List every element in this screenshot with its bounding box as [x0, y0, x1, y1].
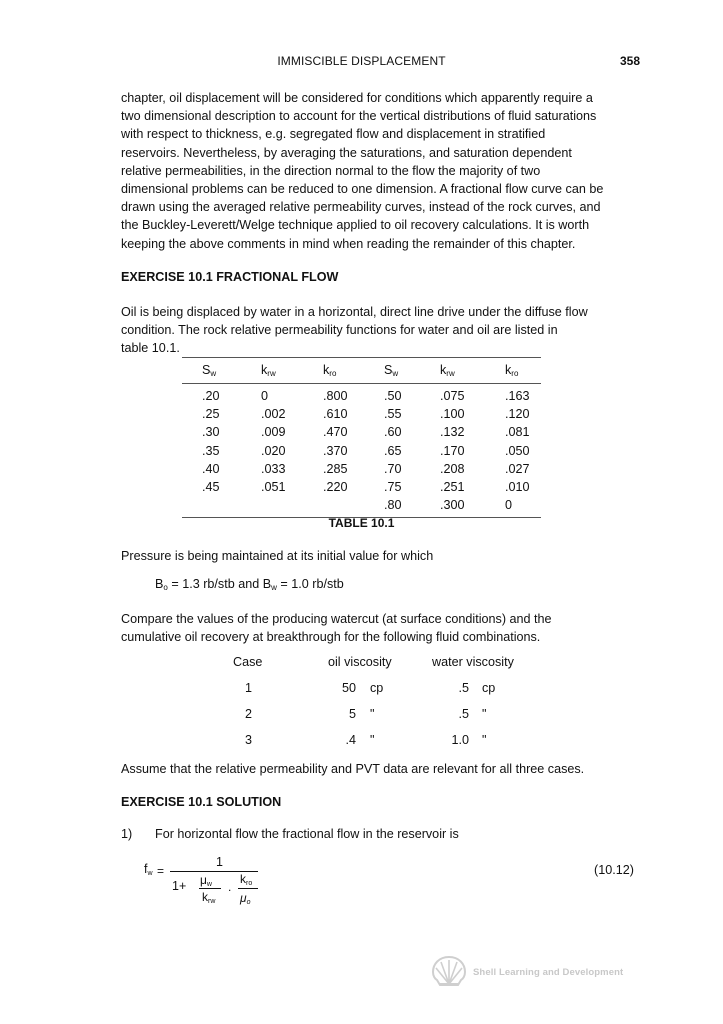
table-cell: .050: [505, 443, 530, 458]
text-line: Oil is being displaced by water in a horizontal, direct line drive under the diffuse flow: [121, 305, 588, 319]
table-cell: .370: [323, 443, 348, 458]
water-viscosity: 1.0: [451, 733, 469, 747]
assume-text: Assume that the relative permeability and PVT data are relevant for all three cases.: [121, 762, 585, 776]
step-number: 1): [121, 827, 133, 841]
text-line: reservoirs. Nevertheless, by averaging the saturations, and saturation dependent: [121, 145, 572, 160]
text-line: with respect to thickness, e.g. segregated flow and displacement in stratified: [121, 127, 546, 142]
exercise-paragraph: [121, 303, 643, 358]
header-krw: $k_{rw}$: [261, 363, 276, 378]
table-header-row: [182, 358, 541, 380]
eq-dot: .: [228, 880, 232, 894]
water-viscosity: .5: [458, 707, 469, 721]
solution-heading: EXERCISE 10.1 SOLUTION: [121, 795, 282, 809]
water-viscosity-unit: ": [482, 707, 487, 721]
step-text: For horizontal flow the fractional flow in the reservoir is: [155, 827, 459, 841]
text-line: the Buckley-Leverett/Welge technique applied to oil recovery calculations. It is worth: [121, 218, 590, 233]
case-number: 1: [245, 681, 253, 695]
table-row: [182, 423, 541, 441]
table-cell: .081: [505, 425, 530, 440]
page-number: 358: [619, 54, 640, 68]
case-number: 2: [245, 707, 253, 721]
text-line: keeping the above comments in mind when reading the remainder of this chapter.: [121, 236, 576, 251]
table-cell: .002: [261, 407, 286, 422]
footer-brand-text: Shell Learning and Development: [473, 967, 624, 978]
table-row: [182, 442, 541, 460]
header-krw: $k_{rw}$: [440, 363, 455, 378]
table-row: [182, 387, 541, 405]
cases-header-water: water viscosity: [432, 655, 514, 669]
running-header-title: IMMISCIBLE DISPLACEMENT: [277, 54, 446, 68]
oil-viscosity-unit: cp: [370, 681, 384, 695]
compare-paragraph: [121, 610, 643, 646]
water-viscosity-unit: cp: [482, 681, 496, 695]
water-viscosity-unit: ": [482, 733, 487, 747]
table-row: [182, 460, 541, 478]
case-number: 3: [245, 733, 253, 747]
table-cell: [302, 496, 362, 514]
table-cell: .208: [440, 461, 465, 476]
table-cell: .220: [323, 479, 348, 494]
table-cell: .55: [384, 407, 402, 422]
shell-logo-icon: [431, 955, 467, 987]
table-cell: .35: [202, 443, 220, 458]
table-caption: TABLE 10.1: [328, 516, 395, 530]
text-line: drawn using the averaged relative permeability curves, instead of the rock curves, and: [121, 200, 601, 215]
table-cell: .470: [323, 425, 348, 440]
table-row: [182, 496, 541, 514]
intro-paragraph: [121, 89, 643, 253]
table-cell: .075: [440, 389, 465, 403]
cases-header-case: Case: [233, 655, 263, 669]
table-cell: .60: [384, 425, 402, 440]
table-cell: [242, 496, 302, 514]
table-cell: .20: [202, 389, 220, 403]
exercise-heading: EXERCISE 10.1 FRACTIONAL FLOW: [121, 270, 339, 284]
table-cell: [182, 496, 242, 514]
cases-header-oil: oil viscosity: [328, 655, 392, 669]
table-cell: .80: [384, 498, 402, 513]
table-cell: .251: [440, 479, 465, 494]
table-cell: .610: [323, 407, 348, 422]
header-sw: $S_w$: [384, 363, 399, 378]
table-cell: .132: [440, 425, 465, 440]
oil-viscosity: 50: [341, 681, 356, 695]
table-cell: .285: [323, 461, 348, 476]
eq-mu-w: $\mu_w$: [200, 873, 212, 888]
pressure-text: Pressure is being maintained at its initial value for which: [121, 549, 434, 563]
table-cell: .300: [440, 498, 465, 513]
eq-k-rw: $k_{rw}$: [202, 890, 216, 905]
eq-left-fraction-bar: [199, 888, 221, 889]
text-line: table 10.1.: [121, 341, 180, 356]
text-line: cumulative oil recovery at breakthrough for the following fluid combinations.: [121, 630, 541, 645]
text-line: two dimensional description to account for the vertical distributions of fluid saturations: [121, 109, 597, 124]
table-cell: .25: [202, 407, 220, 422]
fvf-values: $B_o = 1.3$ rb/stb and $B_w = 1.0$ rb/stb: [155, 577, 344, 592]
oil-viscosity-unit: ": [370, 707, 375, 721]
text-line: chapter, oil displacement will be considered for conditions which apparently require a: [121, 91, 593, 105]
text-line: dimensional problems can be reduced to one dimension. A fractional flow curve can be: [121, 182, 604, 197]
table-cell: .163: [505, 389, 530, 403]
table-cell: .65: [384, 443, 402, 458]
header-kro: $k_{ro}$: [505, 363, 519, 378]
eq-k-ro: $k_{ro}$: [240, 872, 253, 887]
eq-equals: =: [157, 864, 165, 878]
table-cell: .051: [261, 479, 286, 494]
table-cell: .027: [505, 461, 530, 476]
table-cell: 0: [505, 498, 513, 513]
table-cell: .30: [202, 425, 220, 440]
oil-viscosity: .4: [345, 733, 356, 747]
table-cell: .40: [202, 461, 220, 476]
eq-numerator: 1: [216, 855, 223, 869]
eq-right-fraction-bar: [238, 888, 258, 889]
table-cell: .010: [505, 479, 530, 494]
table-cell: .009: [261, 425, 286, 440]
table-row: [182, 405, 541, 423]
table-cell: .75: [384, 479, 402, 494]
eq-lhs: $f_w$: [144, 862, 153, 877]
table-cell: .020: [261, 443, 286, 458]
eq-mu-o: $\mu_o$: [240, 891, 251, 906]
table-cell: .50: [384, 389, 402, 403]
header-sw: $S_w$: [202, 363, 217, 378]
table-row: [182, 478, 541, 496]
oil-viscosity-unit: ": [370, 733, 375, 747]
equation-number: (10.12): [594, 863, 634, 877]
water-viscosity: .5: [458, 681, 469, 695]
oil-viscosity: 5: [348, 707, 356, 721]
table-cell: .170: [440, 443, 465, 458]
table-cell: .800: [323, 389, 348, 403]
table-cell: 0: [261, 389, 269, 403]
text-line: relative permeabilities, in the direction normal to the flow the majority of two: [121, 163, 541, 178]
eq-one-plus: 1+: [172, 879, 187, 893]
table-cell: .033: [261, 461, 286, 476]
relative-permeability-table: [182, 357, 541, 518]
text-line: Compare the values of the producing watercut (at surface conditions) and the: [121, 612, 552, 626]
table-cell: .70: [384, 461, 402, 476]
table-cell: .100: [440, 407, 465, 422]
header-kro: $k_{ro}$: [323, 363, 337, 378]
table-cell: .45: [202, 479, 220, 494]
table-cell: .120: [505, 407, 530, 422]
text-line: condition. The rock relative permeability functions for water and oil are listed in: [121, 323, 558, 338]
